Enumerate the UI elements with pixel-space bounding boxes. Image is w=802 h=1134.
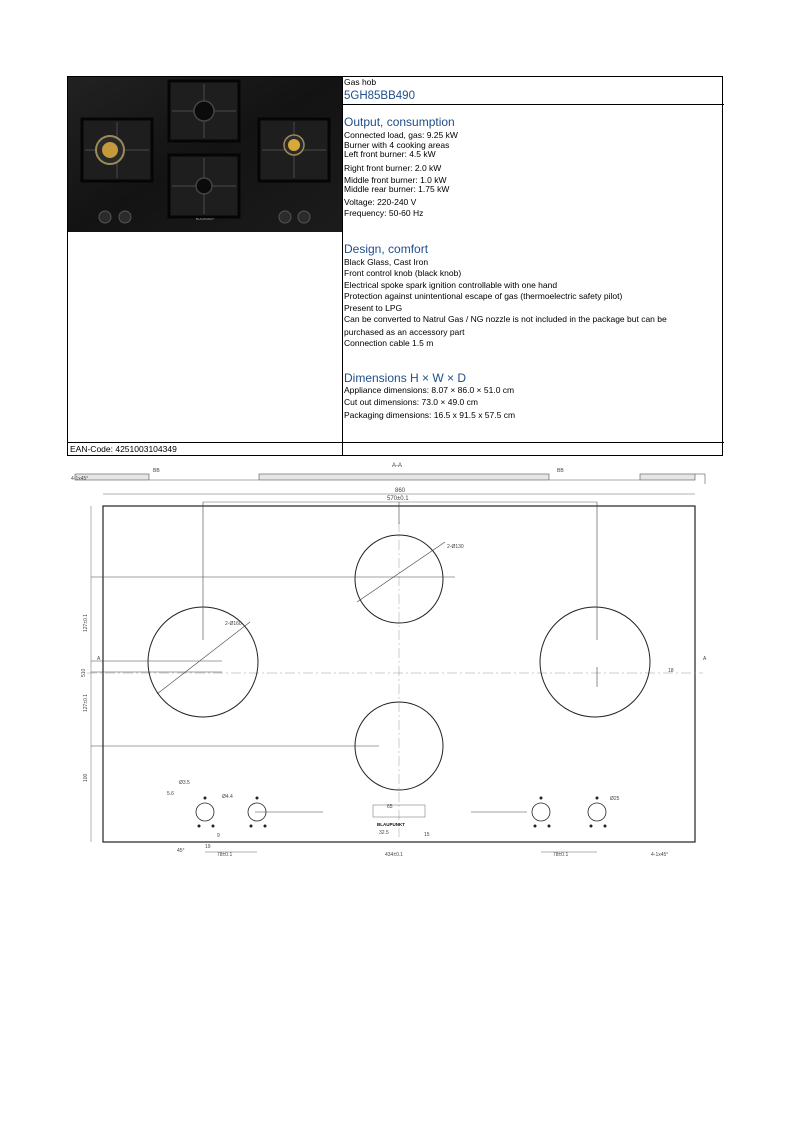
detail-label-left: BB — [153, 468, 160, 474]
burner-span-label: 570±0.1 — [387, 496, 409, 502]
dim-45-label: 45° — [177, 848, 185, 854]
section-title-dimensions: Dimensions H × W × D — [344, 370, 467, 385]
front-offset-label: 100 — [83, 773, 89, 782]
burner-right — [540, 607, 650, 717]
product-datasheet — [67, 76, 723, 456]
knob-small-label: Ø25 — [610, 796, 620, 802]
spec-line: Electrical spoke spark ignition controllable with one hand — [344, 279, 558, 290]
technical-drawing — [67, 462, 723, 862]
footer-divider — [68, 442, 724, 443]
chamfer-top-label: 4-1x45° — [71, 476, 89, 482]
spec-line: Burner with 4 cooking areas — [344, 140, 450, 150]
product-image — [68, 77, 343, 232]
spec-line: Right front burner: 2.0 kW — [344, 163, 442, 173]
spec-line: Middle front burner: 1.0 kW — [344, 174, 447, 185]
overall-width-label: 860 — [395, 488, 406, 494]
spec-line: Front control knob (black knob) — [344, 268, 462, 278]
section-title-output: Output, consumption — [344, 114, 455, 129]
spec-line: Present to LPG — [344, 302, 403, 313]
chamfer-bottom-label: 4-1x45° — [651, 852, 669, 858]
column-divider — [342, 77, 343, 455]
product-category: Gas hob — [344, 77, 377, 87]
dia-left-label: 2-Ø160 — [225, 621, 242, 627]
spec-line: Connection cable 1.5 m — [344, 338, 434, 348]
knob-pitch-right-label: 78±0.1 — [553, 852, 569, 858]
knob-center-label: 434±0.1 — [385, 852, 404, 858]
spec-line: Frequency: 50-60 Hz — [344, 208, 424, 218]
dim-19-label: 19 — [205, 844, 211, 850]
spec-line: Can be converted to Natrul Gas / NG nozzle is not included in the package but can be — [344, 314, 667, 324]
knob-pitch-left-label: 78±0.1 — [217, 852, 233, 858]
depth-label: 510 — [81, 668, 87, 677]
section-mark-right: A — [703, 656, 707, 662]
section-output-list — [344, 130, 722, 219]
spec-line: Voltage: 220-240 V — [344, 196, 417, 207]
section-mark-left: A — [97, 656, 101, 662]
upper-offset-label: 127±0.1 — [83, 613, 89, 632]
section-dimensions-list — [344, 385, 722, 421]
spec-line: purchased as an accessory part — [344, 326, 465, 337]
svg-text:BLAUPUNKT: BLAUPUNKT — [195, 217, 215, 221]
dia-top-label: 2-Ø130 — [447, 544, 464, 550]
dim-325-label: 32.5 — [379, 830, 389, 836]
spec-line: Black Glass, Cast Iron — [344, 256, 429, 267]
detail-label-right: BB — [557, 468, 564, 474]
lower-offset-label: 127±0.1 — [83, 693, 89, 712]
brand-mark: BLAUPUNKT — [377, 822, 405, 827]
section-title-design: Design, comfort — [344, 241, 429, 256]
dim-65-label: 65 — [387, 804, 393, 810]
spec-line: Middle rear burner: 1.75 kW — [344, 183, 450, 194]
knob-hole-label: Ø3.5 — [179, 780, 190, 786]
dim-9-label: 9 — [217, 833, 220, 839]
spec-line: Appliance dimensions: 8.07 × 86.0 × 51.0 cm — [344, 384, 515, 395]
spec-line: Left front burner: 4.5 kW — [344, 149, 436, 159]
knob-dia-label: Ø4.4 — [222, 794, 233, 800]
dim-15-label: 15 — [424, 832, 430, 838]
spec-column — [344, 77, 722, 420]
model-number: 5GH85BB490 — [344, 89, 415, 102]
spec-line: Protection against unintentional escape of gas (thermoelectric safety pilot) — [344, 291, 623, 301]
spec-line: Cut out dimensions: 73.0 × 49.0 cm — [344, 397, 478, 407]
dim-56-label: 5.6 — [167, 791, 174, 797]
spec-line: Packaging dimensions: 16.5 x 91.5 x 57.5 cm — [344, 409, 516, 420]
ean-code: EAN-Code: 4251003104349 — [70, 444, 177, 454]
section-label: A-A — [392, 463, 403, 469]
spec-line: Connected load, gas: 9.25 kW — [344, 129, 458, 140]
section-design-list — [344, 257, 722, 349]
thickness-label: 18 — [668, 668, 674, 674]
section-strip — [75, 474, 705, 484]
